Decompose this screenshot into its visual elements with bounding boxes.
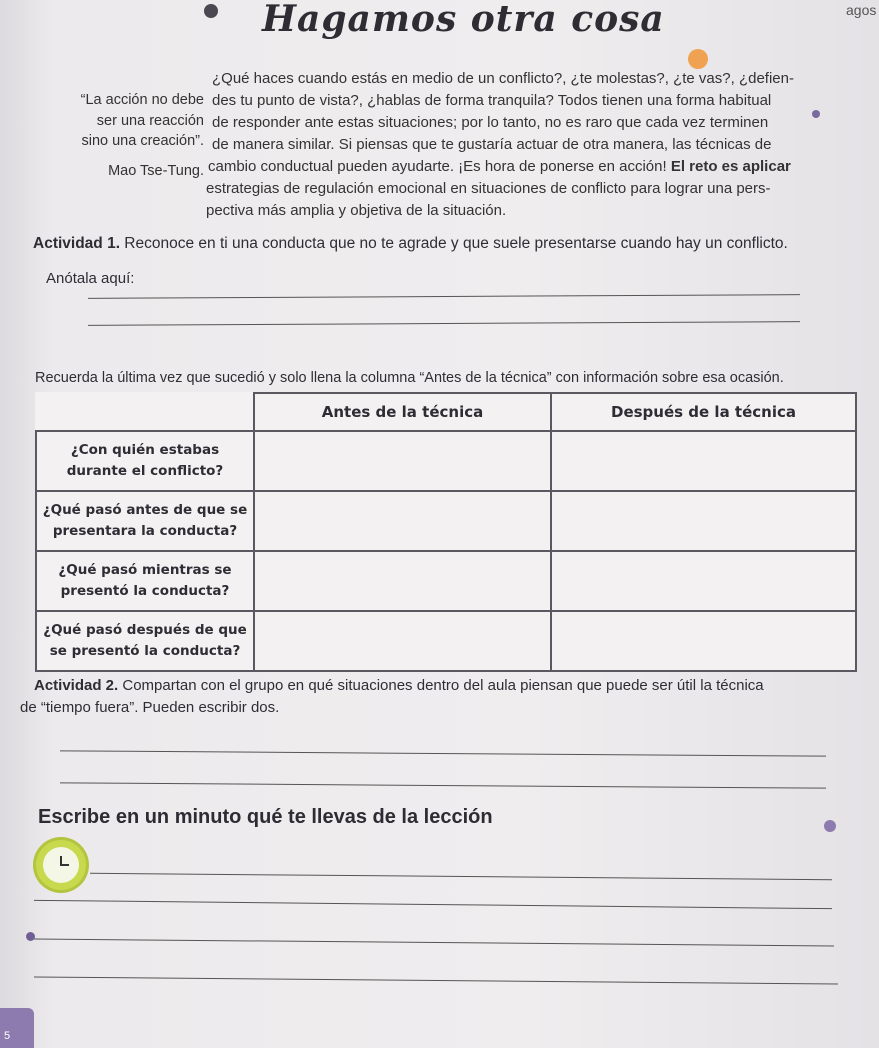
activity-1 <box>33 235 788 253</box>
intro-line-5-bold: El reto es aplicar <box>670 158 791 175</box>
activity-1-answer-line-2[interactable] <box>88 321 800 326</box>
clock-face <box>43 847 79 883</box>
corner-text: agos <box>846 2 877 18</box>
page-tab <box>0 1008 34 1048</box>
page-title: Hagamos otra cosa <box>262 0 665 40</box>
intro-line-7: pectiva más amplia y objetiva de la situación. <box>206 202 507 219</box>
activity-1-note-label: Anótala aquí: <box>46 270 135 287</box>
quote-line-2: ser una reacción <box>96 113 204 129</box>
table-header-after: Después de la técnica <box>551 393 856 431</box>
intro-line-4: de manera similar. Si piensas que te gustaría actuar de otra manera, las técnicas de <box>212 136 772 153</box>
table-question-4: ¿Qué pasó después de que se presentó la conducta? <box>36 611 254 671</box>
table-cell-after-1[interactable] <box>551 431 856 491</box>
intro-line-2: des tu punto de vista?, ¿hablas de forma tranquila? Todos tienen una forma habitual <box>212 92 772 109</box>
minute-answer-line-2[interactable] <box>34 900 832 909</box>
dark-dot-decoration <box>204 4 218 18</box>
table-header-before: Antes de la técnica <box>254 393 551 431</box>
intro-line-5 <box>208 156 791 178</box>
minute-answer-line-1[interactable] <box>90 873 832 880</box>
activity-2-label: Actividad 2. <box>34 677 119 694</box>
intro-line-6: estrategias de regulación emocional en situaciones de conflicto para lograr una pers- <box>206 180 771 197</box>
activity-2-text-2: de “tiempo fuera”. Pueden escribir dos. <box>20 699 280 716</box>
table-question-1: ¿Con quién estabas durante el conflicto? <box>36 431 254 491</box>
activity-2-answer-line-2[interactable] <box>60 782 826 788</box>
table-cell-after-3[interactable] <box>551 551 856 611</box>
quote-author: Mao Tse-Tung. <box>108 163 204 179</box>
minute-answer-line-4[interactable] <box>34 976 838 984</box>
table-cell-after-2[interactable] <box>551 491 856 551</box>
purple-dot-small-decoration <box>26 932 35 941</box>
page-number: 5 <box>4 1030 11 1042</box>
intro-line-3: de responder ante estas situaciones; por lo tanto, no es raro que cada vez terminen <box>212 114 769 131</box>
quote-line-3: sino una creación”. <box>81 133 204 149</box>
purple-dot-decoration <box>824 820 836 832</box>
purple-dot-mid-decoration <box>812 110 820 118</box>
technique-table <box>35 392 857 672</box>
minute-answer-line-3[interactable] <box>34 939 834 947</box>
quote-line-1: “La acción no debe <box>80 92 204 108</box>
intro-line-5-text: cambio conductual pueden ayudarte. ¡Es hora de ponerse en acción! <box>208 158 671 175</box>
activity-1-answer-line-1[interactable] <box>88 294 800 299</box>
table-instructions: Recuerda la última vez que sucedió y solo llena la columna “Antes de la técnica” con información sobre esa ocasión. <box>35 370 784 386</box>
minute-heading: Escribe en un minuto qué te llevas de la lección <box>38 806 493 828</box>
table-header-empty <box>36 393 254 431</box>
table-question-2: ¿Qué pasó antes de que se presentara la conducta? <box>36 491 254 551</box>
clock-minute-hand <box>60 864 69 866</box>
intro-line-1: ¿Qué haces cuando estás en medio de un conflicto?, ¿te molestas?, ¿te vas?, ¿defien- <box>212 70 794 87</box>
activity-2-answer-line-1[interactable] <box>60 750 826 756</box>
table-cell-before-2[interactable] <box>254 491 551 551</box>
table-question-3: ¿Qué pasó mientras se presentó la conducta? <box>36 551 254 611</box>
activity-1-label: Actividad 1. <box>33 235 120 252</box>
activity-2-text: Compartan con el grupo en qué situaciones dentro del aula piensan que puede ser útil la técnica <box>118 677 764 694</box>
activity-1-text: Reconoce en ti una conducta que no te agrade y que suele presentarse cuando hay un conflicto. <box>120 235 788 252</box>
orange-dot-decoration <box>688 49 708 69</box>
table-cell-before-4[interactable] <box>254 611 551 671</box>
table-cell-before-3[interactable] <box>254 551 551 611</box>
clock-icon <box>36 840 86 890</box>
table-cell-after-4[interactable] <box>551 611 856 671</box>
table-cell-before-1[interactable] <box>254 431 551 491</box>
activity-2 <box>34 677 764 694</box>
